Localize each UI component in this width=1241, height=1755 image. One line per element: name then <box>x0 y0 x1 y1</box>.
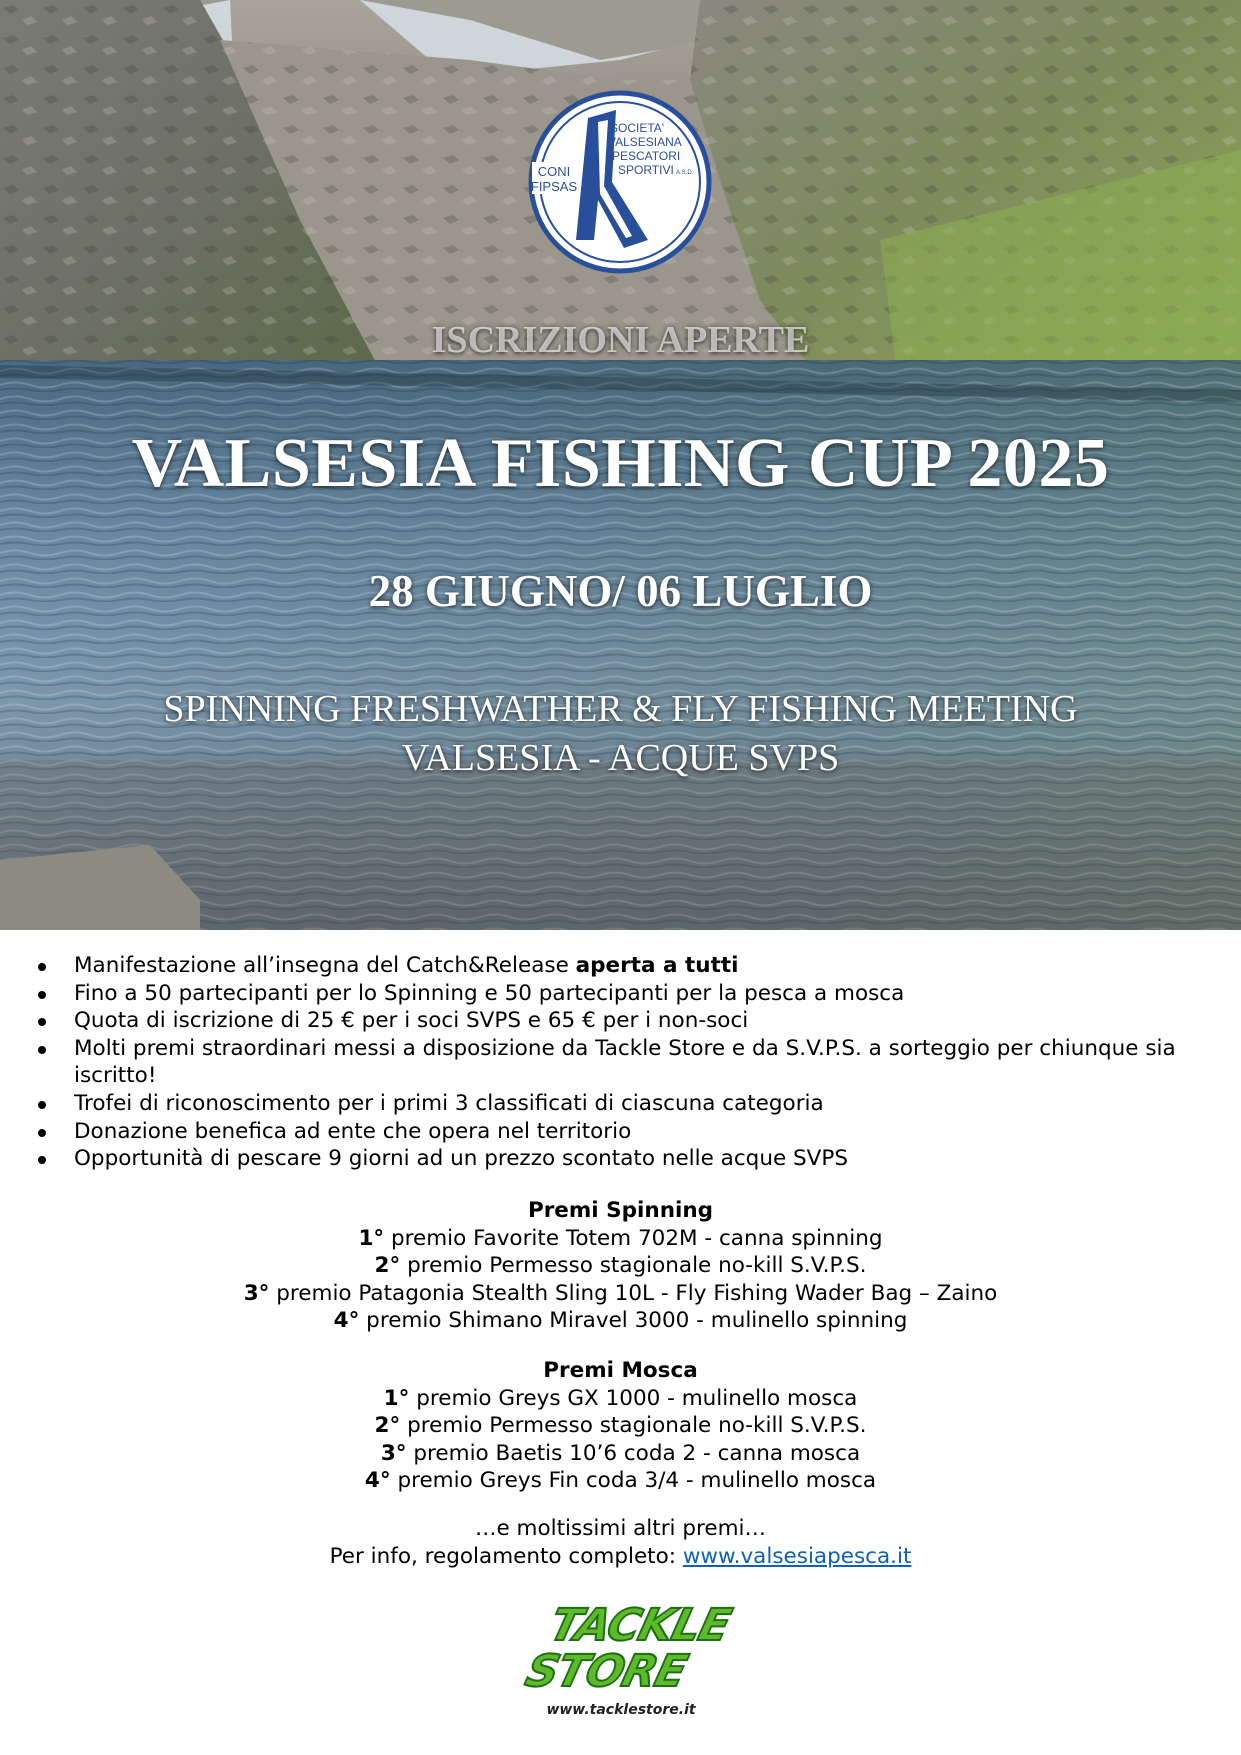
list-item: Trofei di riconoscimento per i primi 3 classificati di ciascuna categoria <box>38 1090 1208 1118</box>
fipsas-text: FIPSAS <box>530 179 578 194</box>
event-subtitle-2: VALSESIA - ACQUE SVPS <box>401 737 840 779</box>
spinning-prizes-heading: Premi Spinning <box>527 1198 714 1223</box>
event-title: VALSESIA FISHING CUP 2025 <box>131 425 1110 502</box>
more-prizes-text: …e moltissimi altri premi… <box>474 1516 767 1541</box>
prize-line: 4° premio Shimano Miravel 3000 - mulinello spinning <box>333 1308 908 1334</box>
list-item: Manifestazione all’insegna del Catch&Release aperta a tutti <box>38 952 1208 980</box>
prize-line: 3° premio Patagonia Stealth Sling 10L - Fly Fishing Wader Bag – Zaino <box>243 1280 998 1306</box>
list-item: Quota di iscrizione di 25 € per i soci SVPS e 65 € per i non-soci <box>38 1007 1208 1035</box>
prize-line: 2° premio Permesso stagionale no-kill S.V.P.S. <box>374 1413 867 1439</box>
website-link[interactable]: www.valsesiapesca.it <box>682 1543 912 1569</box>
features-list <box>38 952 1208 1173</box>
prize-line: 1° premio Favorite Totem 702M - canna spinning <box>358 1225 883 1251</box>
footer-info <box>0 1515 1241 1570</box>
event-subtitle-1: SPINNING FRESHWATHER & FLY FISHING MEETING <box>163 688 1078 730</box>
coni-text: CONI <box>537 164 571 179</box>
prize-line: 4° premio Greys Fin coda 3/4 - mulinello mosca <box>364 1468 877 1494</box>
bullet-icon <box>38 963 46 971</box>
svps-line-3: PESCATORI <box>612 149 681 163</box>
prize-line: 2° premio Permesso stagionale no-kill S.V.P.S. <box>374 1253 867 1279</box>
bullet-icon <box>38 1018 46 1026</box>
svps-line-2: VALSESIANA <box>608 135 682 149</box>
info-line: Per info, regolamento completo: www.valsesiapesca.it <box>329 1543 912 1569</box>
fly-prizes-heading: Premi Mosca <box>543 1358 698 1383</box>
registration-open-badge: ISCRIZIONI APERTE <box>431 319 810 361</box>
bullet-icon <box>38 991 46 999</box>
list-item: Donazione benefica ad ente che opera nel territorio <box>38 1118 1208 1146</box>
list-item: Molti premi straordinari messi a disposizione da Tackle Store e da S.V.P.S. a sorteggio per chiunque sia iscritto! <box>38 1035 1208 1090</box>
fly-prizes <box>0 1357 1241 1495</box>
bullet-icon <box>38 1156 46 1164</box>
bullet-icon <box>38 1129 46 1137</box>
bullet-icon <box>38 1101 46 1109</box>
tackle-word: TACKLE <box>544 1600 736 1651</box>
tackle-store-url: www.tacklestore.it <box>546 1702 696 1718</box>
prize-line: 3° premio Baetis 10’6 coda 2 - canna mosca <box>380 1440 861 1466</box>
svps-line-4: SPORTIVI <box>618 163 674 177</box>
store-word: STORE <box>520 1646 692 1697</box>
list-item: Opportunità di pescare 9 giorni ad un prezzo scontato nelle acque SVPS <box>38 1145 1208 1173</box>
tackle-store-logo <box>515 1598 736 1728</box>
svps-logo <box>528 90 712 274</box>
bullet-icon <box>38 1046 46 1054</box>
list-item: Fino a 50 partecipanti per lo Spinning e 50 partecipanti per la pesca a mosca <box>38 980 1208 1008</box>
svps-suffix: A.S.D. <box>676 170 694 176</box>
prize-line: 1° premio Greys GX 1000 - mulinello mosca <box>383 1385 858 1411</box>
event-dates: 28 GIUGNO/ 06 LUGLIO <box>368 566 873 616</box>
spinning-prizes <box>0 1197 1241 1335</box>
svps-line-1: SOCIETA' <box>610 121 665 135</box>
